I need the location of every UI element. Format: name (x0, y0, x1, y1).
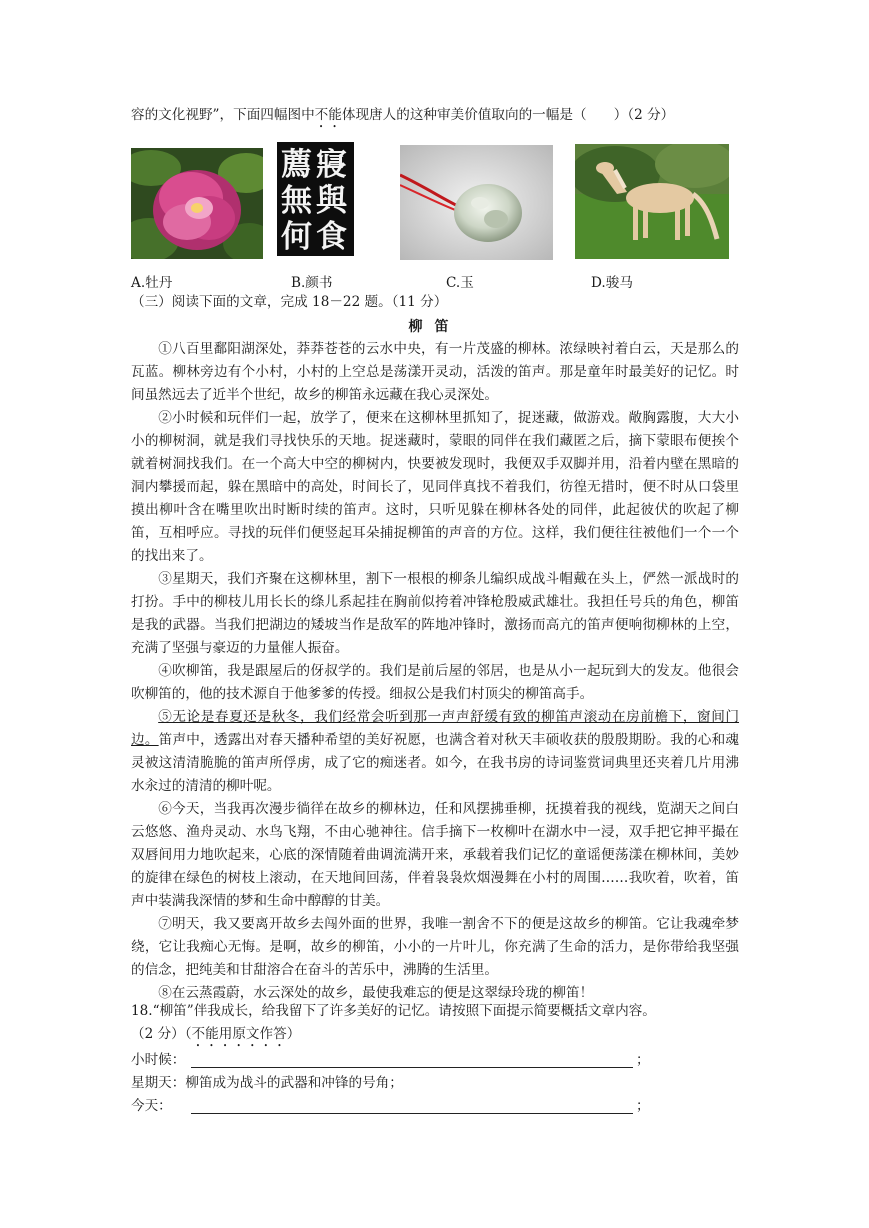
paragraph-8: ⑧在云蒸霞蔚，水云深处的故乡，最使我难忘的便是这翠绿玲珑的柳笛！ (158, 985, 594, 1001)
horse-image (575, 144, 729, 259)
calligraphy-char: 何 (281, 219, 312, 255)
answer-label: 今天： (131, 1098, 172, 1114)
peony-image (131, 148, 263, 259)
paragraph-5-rest: 笛声中，透露出对春天播种希望的美好祝愿，也满含着对秋天丰硕收获的殷殷期盼。我的心和魂灵被这清清脆脆的笛声所俘虏，成了它的痴迷者。如今，在我书房的诗词鉴赏词典里还夹着几片用沸水汆过的清清的柳叶呢。 (131, 732, 740, 794)
calligraphy-char: 食 (316, 219, 347, 255)
paragraph-3: ③星期天，我们齐聚在这柳林里，割下一根根的柳条儿编织成战斗帽戴在头上，俨然一派战时的打扮。手中的柳枝儿用长长的绦儿系起挂在胸前似挎着冲锋枪殷威武雄壮。我担任号兵的角色，柳笛是我的武器。当我们把湖边的矮坡当作是敌军的阵地冲锋时，激扬而高亢的笛声便响彻柳林的上空，充满了坚强与豪迈的力量催人振奋。 (131, 571, 739, 656)
option-a-label: A.牡丹 (131, 275, 173, 291)
calligraphy-char: 寢 (316, 147, 347, 183)
paragraph-2: ②小时候和玩伴们一起，放学了，便来在这柳林里抓知了，捉迷藏，做游戏。敞胸露腹，大大小小的柳树洞，就是我们寻找快乐的天地。捉迷藏时，蒙眼的同伴在我们藏匿之后，摘下蒙眼布便挨个就着树洞找我们。在一个高大中空的柳树内，快要被发现时，我便双手双脚并用，沿着内壁在黑暗的洞内攀援而起，躲在黑暗中的高处，时间长了，见同伴真找不着我们，彷徨无措时，便不时从口袋里摸出柳叶含在嘴里吹出时断时续的笛声。这时，只听见躲在柳林各处的同伴，此起彼伏的吹起了柳笛，互相呼应。寻找的玩伴们便竖起耳朵捕捉柳笛的声音的方位。这样，我们便往往被他们一个一个的找出来了。 (131, 410, 739, 564)
question-18 (131, 1000, 739, 1050)
option-c-label: C.玉 (446, 275, 474, 291)
option-d-label: D.骏马 (591, 275, 633, 291)
article-title: 柳笛 (408, 319, 461, 335)
calligraphy-char: 無 (281, 183, 312, 219)
option-b-label: B.颜书 (291, 275, 333, 291)
answer-row-sunday (131, 1072, 739, 1095)
paragraph-4: ④吹柳笛，我是跟屋后的伢叔学的。我们是前后屋的邻居，也是从小一起玩到大的发友。他很会吹柳笛的，他的技术源自于他爹爹的传授。细叔公是我们村顶尖的柳笛高手。 (131, 663, 739, 702)
paragraph-7: ⑦明天，我又要离开故乡去闯外面的世界，我唯一割舍不下的便是这故乡的柳笛。它让我魂牵梦绕，它让我痴心无悔。是啊，故乡的柳笛，小小的一片叶儿，你充满了生命的活力，是你带给我坚强的信念，把纯美和甘甜溶合在奋斗的苦乐中，沸腾的生活里。 (131, 916, 739, 978)
stem-suffix: 体现唐人的这种审美价值取向的一幅是（ ）（2 分） (341, 107, 675, 123)
emphasized-not: 不能 (314, 107, 342, 123)
answer-blank-today[interactable] (191, 1112, 633, 1114)
paragraph-6: ⑥今天，当我再次漫步徜徉在故乡的柳林边，任和风摆拂垂柳，抚摸着我的视线，览湖天之间白云悠悠、渔舟灵动、水鸟飞翔，不由心驰神往。信手摘下一枚柳叶在湖水中一浸，双手把它抻平撮在双唇间用力地吹起来，心底的深情随着曲调流满开来，承载着我们记忆的童谣便荡漾在柳林间，美妙的旋律在绿色的树枝上滚动，在天地间回荡，伴着袅袅炊烟漫舞在小村的周围……我吹着，吹着，笛声中装满我深情的梦和生命中醇醇的甘美。 (131, 801, 739, 909)
paragraph-1: ①八百里鄱阳湖深处，莽莽苍苍的云水中央，有一片茂盛的柳林。浓绿映衬着白云，天是那么的瓦蓝。柳林旁边有个小村，小村的上空总是荡漾开灵动，活泼的笛声。那是童年时最美好的记忆。时间虽然远去了近半个世纪，故乡的柳笛永远藏在我心灵深处。 (131, 341, 739, 403)
answer-value: 柳笛成为战斗的武器和冲锋的号角； (185, 1075, 403, 1091)
section-heading: （三）阅读下面的文章，完成 18－22 题。（11 分） (131, 294, 448, 310)
calligraphy-image (277, 142, 354, 256)
answer-label: 星期天： (131, 1075, 186, 1091)
answer-blank-childhood[interactable] (191, 1066, 633, 1068)
emphasized-instruction: 不能用原文作答 (191, 1026, 287, 1042)
question-18-text: 18.“柳笛”伴我成长，给我留下了许多美好的记忆。请按照下面提示简要概括文章内容。 (131, 1003, 656, 1019)
question-18-score: （2 分）（不能用原文作答） (131, 1026, 301, 1042)
answer-end-mark: ； (636, 1052, 650, 1068)
calligraphy-char: 與 (316, 183, 347, 219)
paragraph-5 (131, 706, 739, 798)
stem-prefix: 容的文化视野”，下面四幅图中 (131, 107, 315, 123)
underlined-sentence: ⑤无论是春夏还是秋冬，我们经常会听到那一声声舒缓有致的柳笛声滚动在房前檐下，窗间门边。 (131, 709, 739, 748)
answer-label: 小时候： (131, 1052, 186, 1068)
answer-end-mark: ； (636, 1098, 650, 1114)
jade-image (400, 145, 553, 260)
question-17-stem (131, 104, 739, 131)
calligraphy-char: 薦 (281, 147, 312, 183)
article-body (131, 338, 739, 1005)
